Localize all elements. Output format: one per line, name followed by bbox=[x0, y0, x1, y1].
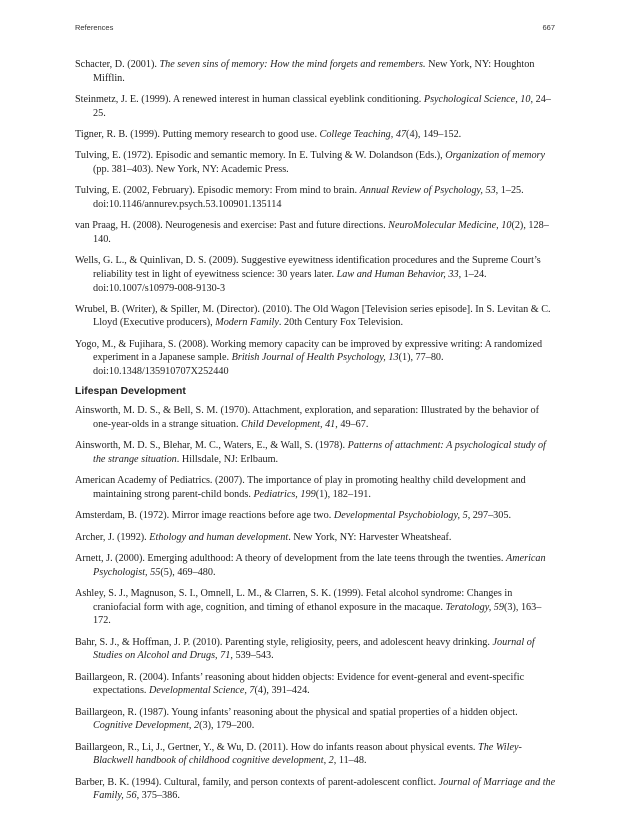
reference-entry bbox=[75, 303, 556, 330]
reference-text-segment: (1), 182–191. bbox=[315, 489, 371, 501]
reference-text-segment: Wells, G. L., & Quinlivan, D. S. (2009). Suggestive eyewitness identification procedures and the Supreme Court’s reliability test in light of eyewitness science: 30 years later. bbox=[75, 255, 541, 280]
reference-text-segment: , 297–305. bbox=[467, 510, 511, 522]
reference-text-segment: , bbox=[188, 720, 194, 732]
reference-italic-segment: Child Development, 41 bbox=[241, 419, 336, 431]
reference-italic-segment: Annual Review of Psychology, 53 bbox=[359, 185, 496, 197]
reference-italic-segment: Ethology and human development bbox=[149, 531, 289, 543]
reference-text-segment: Arnett, J. (2000). Emerging adulthood: A theory of development from the late teens through the twenties. bbox=[75, 553, 506, 565]
reference-text-segment: , 539–543. bbox=[230, 650, 274, 662]
reference-italic-segment: Organization of memory bbox=[445, 150, 546, 162]
reference-text-segment: (5), 469–480. bbox=[160, 566, 216, 578]
reference-text-segment: (4), 149–152. bbox=[406, 128, 462, 140]
reference-italic-segment: 2 bbox=[194, 720, 200, 732]
reference-entry bbox=[75, 404, 556, 431]
reference-text-segment: Schacter, D. (2001). bbox=[75, 59, 160, 70]
reference-italic-segment: British Journal of Health Psychology, 13 bbox=[231, 352, 399, 364]
reference-entry bbox=[75, 706, 556, 733]
reference-text-segment: (3), 179–200. bbox=[199, 720, 255, 732]
page-header bbox=[75, 23, 555, 35]
reference-group-memory bbox=[75, 58, 556, 379]
reference-text-segment: Ainsworth, M. D. S., & Bell, S. M. (1970). Attachment, exploration, and separation: Illustrated by the behavior of one-year-olds in a strange situation. bbox=[75, 405, 540, 431]
reference-text-segment: , 49–67. bbox=[335, 419, 369, 431]
reference-text-segment: Archer, J. (1992). bbox=[75, 531, 150, 543]
reference-entry bbox=[75, 474, 556, 501]
reference-text-segment: Baillargeon, R. (2004). Infants’ reasoning about hidden objects: Evidence for event-general and event-specific expectations. bbox=[75, 671, 525, 697]
reference-italic-segment: Teratology, 59 bbox=[445, 601, 504, 613]
reference-text-segment: , 375–386. bbox=[136, 790, 180, 802]
reference-text-segment: (2), 128–140. bbox=[93, 220, 549, 245]
reference-text-segment: Amsterdam, B. (1972). Mirror image reactions before age two. bbox=[75, 510, 334, 522]
running-head: References bbox=[75, 23, 114, 32]
reference-italic-segment: The Wiley-Blackwell handbook of childhood cognitive development bbox=[93, 741, 522, 767]
reference-text-segment: Yogo, M., & Fujihara, S. (2008). Working memory capacity can be improved by expressive writing: A randomized experiment in a Japanese sample. bbox=[75, 338, 543, 364]
reference-italic-segment: Psychological Science, 10 bbox=[423, 93, 531, 105]
reference-text-segment: Baillargeon, R., Li, J., Gertner, Y., & Wu, D. (2011). How do infants reason about physical events. bbox=[75, 741, 479, 753]
reference-text-segment: van Praag, H. (2008). Neurogenesis and exercise: Past and future directions. bbox=[75, 220, 389, 232]
reference-italic-segment: The seven sins of memory: How the mind forgets and remembers. bbox=[159, 59, 426, 70]
reference-text-segment: Baillargeon, R. (1987). Young infants’ reasoning about the physical and spatial properties of a hidden object. bbox=[75, 706, 518, 718]
reference-text-segment: , 1–24. doi:10.1007/s10979-008-9130-3 bbox=[93, 268, 487, 294]
reference-entry bbox=[75, 587, 556, 628]
reference-entry bbox=[75, 93, 556, 120]
section-heading: Lifespan Development bbox=[75, 386, 186, 398]
reference-text-segment: . Hillsdale, NJ: Erlbaum. bbox=[176, 454, 279, 466]
reference-text-segment: . 20th Century Fox Television. bbox=[278, 317, 404, 329]
reference-text-segment: Barber, B. K. (1994). Cultural, family, and person contexts of parent-adolescent conflict. bbox=[75, 776, 439, 788]
reference-entry bbox=[75, 531, 556, 545]
reference-text-segment: (3), 163–172. bbox=[93, 601, 542, 627]
reference-text-segment: Ashley, S. J., Magnuson, S. I., Omnell, L. M., & Clarren, S. K. (1999). Fetal alcohol syndrome: Changes in craniofacial form with age, cognition, and timing of ethanol exposure in the macaque. bbox=[75, 588, 513, 613]
reference-text-segment: Tulving, E. (2002, February). Episodic memory: From mind to brain. bbox=[75, 185, 360, 197]
reference-text-segment: Tigner, R. B. (1999). Putting memory research to good use. bbox=[75, 128, 320, 140]
reference-text-segment: (pp. 381–403). New York, NY: Academic Press. bbox=[93, 163, 289, 175]
reference-italic-segment: Developmental Science, 7 bbox=[149, 685, 255, 697]
reference-text-segment: , 11–48. bbox=[333, 755, 367, 767]
reference-text-segment: Wrubel, B. (Writer), & Spiller, M. (Director). (2010). The Old Wagon [Television series episode]. In S. Levitan & C. Lloyd (Executive producers), bbox=[75, 303, 551, 329]
reference-entry bbox=[75, 58, 556, 85]
reference-text-segment: . New York, NY: Harvester Wheatsheaf. bbox=[288, 531, 452, 543]
reference-text-segment: New York, NY: Houghton Mifflin. bbox=[93, 59, 535, 84]
reference-entry bbox=[75, 219, 556, 246]
reference-group-lifespan bbox=[75, 404, 556, 802]
page-number: 667 bbox=[542, 23, 555, 32]
reference-entry bbox=[75, 184, 556, 211]
reference-entry bbox=[75, 741, 556, 768]
reference-italic-segment: Developmental Psychobiology, 5 bbox=[333, 510, 468, 522]
reference-italic-segment: College Teaching, 47 bbox=[319, 128, 407, 140]
reference-text-segment: Steinmetz, J. E. (1999). A renewed interest in human classical eyeblink conditioning. bbox=[75, 93, 424, 105]
reference-italic-segment: Patterns of attachment: A psychological study of the strange situation bbox=[93, 440, 546, 466]
reference-text-segment: , bbox=[323, 755, 329, 767]
reference-text-segment: , 24–25. bbox=[93, 93, 551, 119]
reference-text-segment: , 1–25. doi:10.1146/annurev.psych.53.100901.135114 bbox=[93, 185, 524, 210]
reference-italic-segment: Journal of Studies on Alcohol and Drugs, 71 bbox=[93, 636, 535, 662]
reference-entry bbox=[75, 149, 556, 176]
reference-text-segment: Bahr, S. J., & Hoffman, J. P. (2010). Parenting style, religiosity, peers, and adolescent heavy drinking. bbox=[75, 636, 493, 648]
reference-italic-segment: Law and Human Behavior, 33 bbox=[336, 268, 459, 280]
reference-italic-segment: Modern Family bbox=[215, 317, 279, 329]
reference-entry bbox=[75, 128, 556, 142]
reference-list bbox=[75, 58, 556, 811]
reference-entry bbox=[75, 636, 556, 663]
reference-entry bbox=[75, 439, 556, 466]
reference-entry bbox=[75, 671, 556, 698]
reference-text-segment: (1), 77–80. doi:10.1348/135910707X252440 bbox=[93, 352, 444, 378]
reference-italic-segment: Cognitive Development bbox=[93, 720, 189, 732]
reference-italic-segment: Pediatrics, 199 bbox=[253, 489, 316, 501]
reference-italic-segment: NeuroMolecular Medicine, 10 bbox=[388, 220, 512, 232]
reference-text-segment: Tulving, E. (1972). Episodic and semantic memory. In E. Tulving & W. Dolandson (Eds.), bbox=[75, 150, 446, 162]
reference-entry bbox=[75, 552, 556, 579]
reference-entry bbox=[75, 338, 556, 379]
reference-italic-segment: 2 bbox=[328, 755, 334, 767]
reference-italic-segment: Journal of Marriage and the Family, 56 bbox=[93, 776, 556, 802]
reference-entry bbox=[75, 776, 556, 803]
reference-text-segment: American Academy of Pediatrics. (2007). The importance of play in promoting healthy child development and maintaining strong parent-child bonds. bbox=[75, 475, 526, 501]
reference-entry bbox=[75, 254, 556, 295]
reference-text-segment: (4), 391–424. bbox=[254, 685, 310, 697]
reference-italic-segment: American Psychologist, 55 bbox=[93, 553, 546, 578]
reference-entry bbox=[75, 509, 556, 523]
reference-text-segment: Ainsworth, M. D. S., Blehar, M. C., Waters, E., & Wall, S. (1978). bbox=[75, 440, 348, 452]
